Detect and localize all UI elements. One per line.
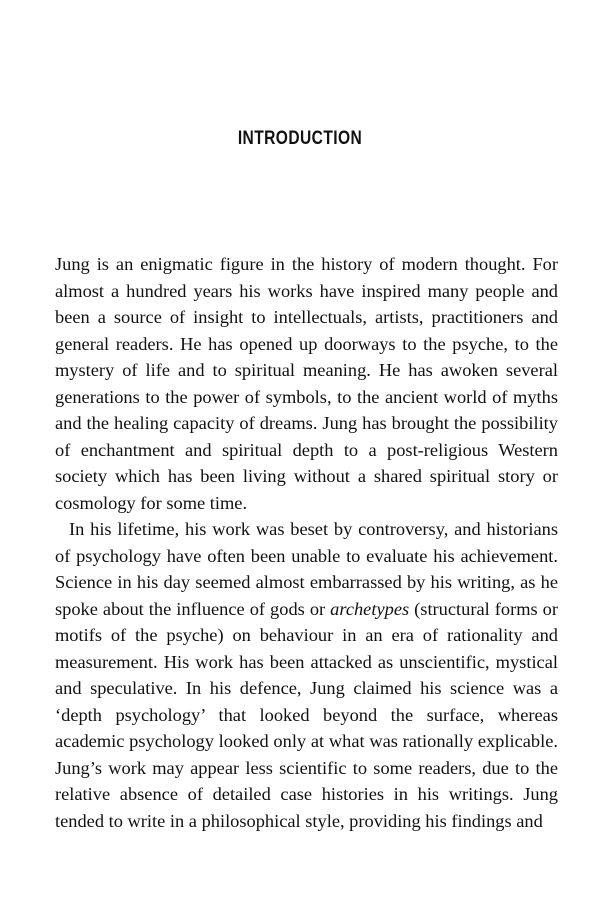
body-text: [55, 251, 558, 834]
paragraph-2: [55, 516, 558, 834]
italic-term-archetypes: archetypes: [330, 598, 410, 619]
chapter-title: INTRODUCTION: [237, 128, 363, 149]
paragraph-1: Jung is an enigmatic figure in the history of modern thought. For almost a hundred years his works have inspired many people and been a source of insight to intellectuals, artists, practitioners and general readers. He has opened up doorways to the psyche, to the mystery of life and to spiritual meaning. He has awoken several generations to the power of symbols, to the ancient world of myths and the healing capacity of dreams. Jung has brought the possibility of enchantment and spiritual depth to a post-religious Western society which has been living without a shared spiritual story or cosmology for some time.: [55, 254, 558, 513]
paragraph-2-after-term: (structural forms or motifs of the psyche) on behaviour in an era of rationality and measurement. His work has been attacked as unscientific, mystical and speculative. In his defence, Jung claimed his science was a ‘depth psychology’ that looked beyond the surface, whereas academic psychology looked only at what was rationally explicable. Jung’s work may appear less scientific to some readers, due to the relative absence of detailed case histories in his writings. Jung tended to write in a philosophical style, providing his findings and: [55, 598, 558, 831]
paragraph-2-before-term: In his lifetime, his work was beset by controversy, and historians of psychology have often been unable to evaluate his achievement. Science in his day seemed almost embarrassed by his writing, as he spoke about the influence of gods or: [55, 519, 558, 619]
